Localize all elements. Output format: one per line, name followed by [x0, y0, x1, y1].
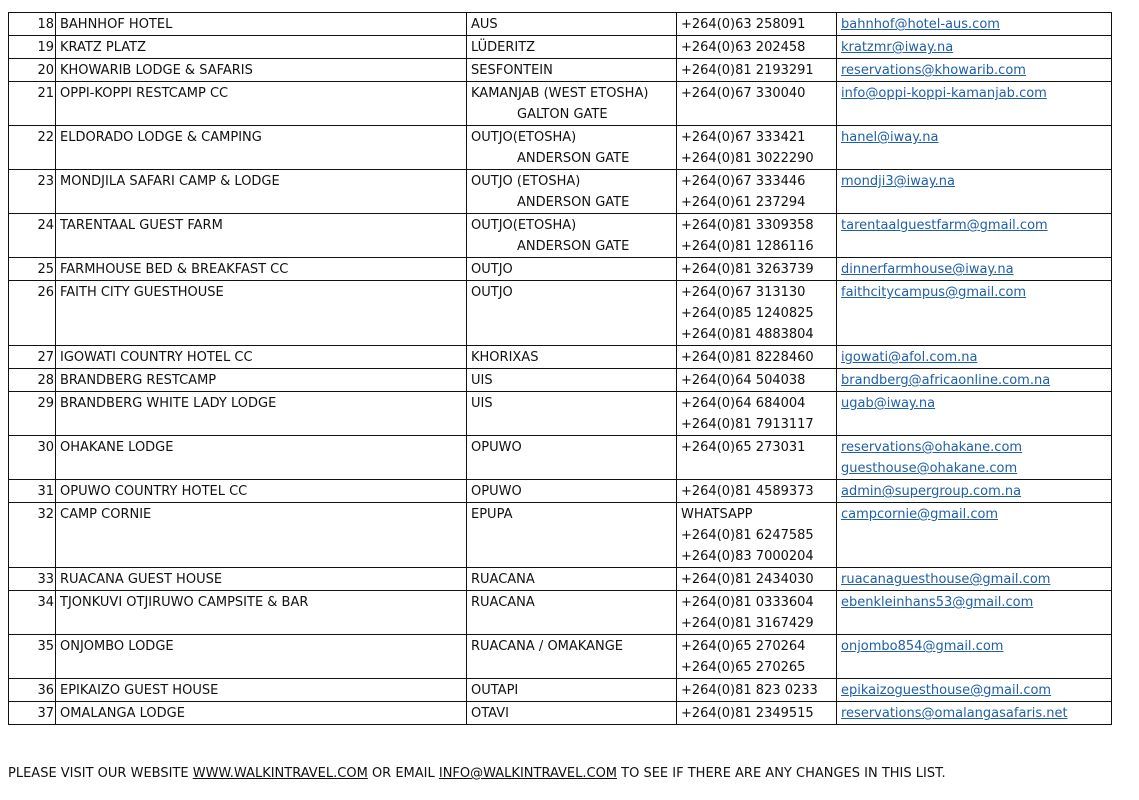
town-name: RUACANA — [471, 595, 535, 610]
email-link[interactable]: admin@supergroup.com.na — [841, 484, 1022, 499]
phone-number: +264(0)67 333421 — [681, 130, 806, 145]
email-link[interactable]: campcornie@gmail.com — [841, 507, 999, 522]
phone-cell — [677, 346, 837, 369]
email-cell — [837, 281, 1112, 346]
phone-number: +264(0)81 3263739 — [681, 262, 814, 277]
town-name: OUTJO — [471, 285, 513, 300]
table-row — [9, 702, 1112, 725]
accommodation-table — [8, 12, 1112, 725]
table-row — [9, 281, 1112, 346]
lodge-name: BAHNHOF HOTEL — [56, 13, 467, 36]
lodge-name: RUACANA GUEST HOUSE — [56, 568, 467, 591]
email-link[interactable]: epikaizoguesthouse@gmail.com — [841, 683, 1052, 698]
row-number: 36 — [9, 679, 56, 702]
phone-number: +264(0)67 333446 — [681, 174, 806, 189]
email-link[interactable]: ugab@iway.na — [841, 396, 936, 411]
town-name: UIS — [471, 396, 493, 411]
phone-cell — [677, 82, 837, 126]
footer-middle: OR EMAIL — [367, 766, 439, 781]
table-row — [9, 503, 1112, 568]
row-number: 20 — [9, 59, 56, 82]
phone-cell — [677, 13, 837, 36]
lodge-name: OMALANGA LODGE — [56, 702, 467, 725]
phone-number: +264(0)67 313130 — [681, 285, 806, 300]
row-number: 22 — [9, 126, 56, 170]
email-link[interactable]: reservations@omalangasafaris.net — [841, 706, 1068, 721]
email-link[interactable]: guesthouse@ohakane.com — [841, 461, 1018, 476]
row-number: 21 — [9, 82, 56, 126]
phone-number: +264(0)64 504038 — [681, 373, 806, 388]
phone-number: +264(0)81 6247585 — [681, 528, 814, 543]
phone-cell — [677, 568, 837, 591]
email-cell — [837, 635, 1112, 679]
table-row — [9, 568, 1112, 591]
town-name: RUACANA / OMAKANGE — [471, 639, 623, 654]
footer-note — [8, 766, 946, 781]
lodge-name: TARENTAAL GUEST FARM — [56, 214, 467, 258]
email-link[interactable]: faithcitycampus@gmail.com — [841, 285, 1027, 300]
town-cell — [467, 480, 677, 503]
email-link[interactable]: hanel@iway.na — [841, 130, 939, 145]
email-cell — [837, 392, 1112, 436]
town-cell — [467, 436, 677, 480]
email-cell — [837, 82, 1112, 126]
phone-number: +264(0)64 684004 — [681, 396, 806, 411]
email-cell — [837, 568, 1112, 591]
email-cell — [837, 36, 1112, 59]
footer-suffix: TO SEE IF THERE ARE ANY CHANGES IN THIS LIST. — [617, 766, 946, 781]
lodge-name: TJONKUVI OTJIRUWO CAMPSITE & BAR — [56, 591, 467, 635]
phone-cell — [677, 214, 837, 258]
lodge-name: CAMP CORNIE — [56, 503, 467, 568]
table-row — [9, 214, 1112, 258]
footer-prefix: PLEASE VISIT OUR WEBSITE — [8, 766, 193, 781]
row-number: 24 — [9, 214, 56, 258]
email-link[interactable]: ruacanaguesthouse@gmail.com — [841, 572, 1051, 587]
phone-number: +264(0)81 8228460 — [681, 350, 814, 365]
phone-number: +264(0)65 270265 — [681, 660, 806, 675]
town-cell — [467, 346, 677, 369]
email-cell — [837, 702, 1112, 725]
row-number: 34 — [9, 591, 56, 635]
table-row — [9, 170, 1112, 214]
email-cell — [837, 503, 1112, 568]
phone-number: +264(0)81 1286116 — [681, 239, 814, 254]
phone-number: +264(0)81 0333604 — [681, 595, 814, 610]
table-row — [9, 82, 1112, 126]
row-number: 31 — [9, 480, 56, 503]
lodge-name: ONJOMBO LODGE — [56, 635, 467, 679]
email-cell — [837, 258, 1112, 281]
town-name: OUTJO (ETOSHA) — [471, 174, 581, 189]
phone-number: +264(0)81 2193291 — [681, 63, 814, 78]
phone-cell — [677, 679, 837, 702]
town-name: KAMANJAB (WEST ETOSHA) — [471, 86, 649, 101]
lodge-name: KRATZ PLATZ — [56, 36, 467, 59]
town-cell — [467, 214, 677, 258]
table-row — [9, 392, 1112, 436]
lodge-name: FAITH CITY GUESTHOUSE — [56, 281, 467, 346]
gate-name: ANDERSON GATE — [517, 151, 630, 166]
table-row — [9, 591, 1112, 635]
table-row — [9, 13, 1112, 36]
phone-number: +264(0)83 7000204 — [681, 549, 814, 564]
lodge-name: KHOWARIB LODGE & SAFARIS — [56, 59, 467, 82]
table-row — [9, 436, 1112, 480]
row-number: 23 — [9, 170, 56, 214]
town-name: OTAVI — [471, 706, 509, 721]
town-cell — [467, 36, 677, 59]
email-link[interactable]: tarentaalguestfarm@gmail.com — [841, 218, 1048, 233]
town-name: OPUWO — [471, 440, 522, 455]
phone-cell — [677, 392, 837, 436]
email-cell — [837, 59, 1112, 82]
town-name: AUS — [471, 17, 498, 32]
town-name: LÜDERITZ — [471, 40, 536, 55]
email-cell — [837, 214, 1112, 258]
lodge-name: BRANDBERG WHITE LADY LODGE — [56, 392, 467, 436]
town-cell — [467, 702, 677, 725]
town-name: OPUWO — [471, 484, 522, 499]
phone-number: +264(0)81 7913117 — [681, 417, 814, 432]
town-name: OUTAPI — [471, 683, 519, 698]
email-link[interactable]: onjombo854@gmail.com — [841, 639, 1004, 654]
phone-number: +264(0)65 270264 — [681, 639, 806, 654]
table-row — [9, 59, 1112, 82]
email-link[interactable]: kratzmr@iway.na — [841, 40, 954, 55]
website-link[interactable]: WWW.WALKINTRAVEL.COM — [192, 766, 368, 781]
lodge-name: BRANDBERG RESTCAMP — [56, 369, 467, 392]
email-link[interactable]: reservations@khowarib.com — [841, 63, 1026, 78]
phone-cell — [677, 480, 837, 503]
table-row — [9, 635, 1112, 679]
email-cell — [837, 346, 1112, 369]
town-cell — [467, 591, 677, 635]
town-name: OUTJO(ETOSHA) — [471, 130, 577, 145]
email-link[interactable]: ebenkleinhans53@gmail.com — [841, 595, 1034, 610]
town-name: KHORIXAS — [471, 350, 539, 365]
phone-number: +264(0)63 202458 — [681, 40, 806, 55]
town-name: EPUPA — [471, 507, 513, 522]
town-cell — [467, 82, 677, 126]
email-cell — [837, 436, 1112, 480]
phone-number: +264(0)63 258091 — [681, 17, 806, 32]
lodge-name: FARMHOUSE BED & BREAKFAST CC — [56, 258, 467, 281]
table-row — [9, 126, 1112, 170]
phone-cell — [677, 281, 837, 346]
table-row — [9, 346, 1112, 369]
town-cell — [467, 369, 677, 392]
lodge-name: OPPI-KOPPI RESTCAMP CC — [56, 82, 467, 126]
email-link[interactable]: reservations@ohakane.com — [841, 440, 1023, 455]
table-row — [9, 36, 1112, 59]
town-cell — [467, 392, 677, 436]
phone-number: +264(0)65 273031 — [681, 440, 806, 455]
table-row — [9, 679, 1112, 702]
town-cell — [467, 13, 677, 36]
row-number: 28 — [9, 369, 56, 392]
table-row — [9, 480, 1112, 503]
phone-number: +264(0)81 4589373 — [681, 484, 814, 499]
lodge-name: IGOWATI COUNTRY HOTEL CC — [56, 346, 467, 369]
lodge-name: ELDORADO LODGE & CAMPING — [56, 126, 467, 170]
lodge-name: OPUWO COUNTRY HOTEL CC — [56, 480, 467, 503]
row-number: 33 — [9, 568, 56, 591]
email-cell — [837, 369, 1112, 392]
phone-number: +264(0)81 2434030 — [681, 572, 814, 587]
phone-number: +264(0)81 4883804 — [681, 327, 814, 342]
phone-cell — [677, 36, 837, 59]
row-number: 25 — [9, 258, 56, 281]
email-link[interactable]: dinnerfarmhouse@iway.na — [841, 262, 1014, 277]
footer-email-link[interactable]: INFO@WALKINTRAVEL.COM — [438, 766, 618, 781]
town-cell — [467, 503, 677, 568]
phone-cell — [677, 369, 837, 392]
town-cell — [467, 258, 677, 281]
phone-number: +264(0)81 3022290 — [681, 151, 814, 166]
email-link[interactable]: mondji3@iway.na — [841, 174, 955, 189]
email-cell — [837, 679, 1112, 702]
email-link[interactable]: igowati@afol.com.na — [841, 350, 978, 365]
gate-name: ANDERSON GATE — [517, 195, 630, 210]
phone-cell — [677, 170, 837, 214]
town-cell — [467, 59, 677, 82]
gate-name: ANDERSON GATE — [517, 239, 630, 254]
lodge-name: EPIKAIZO GUEST HOUSE — [56, 679, 467, 702]
email-cell — [837, 126, 1112, 170]
town-cell — [467, 679, 677, 702]
phone-cell — [677, 126, 837, 170]
phone-number: +264(0)61 237294 — [681, 195, 806, 210]
table-row — [9, 258, 1112, 281]
town-name: SESFONTEIN — [471, 63, 553, 78]
row-number: 18 — [9, 13, 56, 36]
town-name: UIS — [471, 373, 493, 388]
phone-cell — [677, 503, 837, 568]
email-link[interactable]: info@oppi-koppi-kamanjab.com — [841, 86, 1047, 101]
email-cell — [837, 13, 1112, 36]
phone-number: +264(0)81 2349515 — [681, 706, 814, 721]
row-number: 29 — [9, 392, 56, 436]
phone-cell — [677, 59, 837, 82]
email-cell — [837, 480, 1112, 503]
phone-cell — [677, 635, 837, 679]
town-cell — [467, 281, 677, 346]
lodge-name: OHAKANE LODGE — [56, 436, 467, 480]
lodge-name: MONDJILA SAFARI CAMP & LODGE — [56, 170, 467, 214]
town-cell — [467, 170, 677, 214]
table-body — [9, 13, 1112, 725]
row-number: 19 — [9, 36, 56, 59]
phone-cell — [677, 436, 837, 480]
town-cell — [467, 635, 677, 679]
table-row — [9, 369, 1112, 392]
town-name: RUACANA — [471, 572, 535, 587]
phone-number: WHATSAPP — [681, 507, 753, 522]
phone-number: +264(0)81 3167429 — [681, 616, 814, 631]
gate-name: GALTON GATE — [517, 107, 608, 122]
phone-cell — [677, 258, 837, 281]
phone-cell — [677, 591, 837, 635]
row-number: 26 — [9, 281, 56, 346]
row-number: 27 — [9, 346, 56, 369]
row-number: 37 — [9, 702, 56, 725]
email-cell — [837, 170, 1112, 214]
row-number: 35 — [9, 635, 56, 679]
phone-number: +264(0)81 3309358 — [681, 218, 814, 233]
email-link[interactable]: brandberg@africaonline.com.na — [841, 373, 1051, 388]
row-number: 30 — [9, 436, 56, 480]
town-name: OUTJO — [471, 262, 513, 277]
town-name: OUTJO(ETOSHA) — [471, 218, 577, 233]
email-cell — [837, 591, 1112, 635]
phone-number: +264(0)81 823 0233 — [681, 683, 818, 698]
town-cell — [467, 568, 677, 591]
email-link[interactable]: bahnhof@hotel-aus.com — [841, 17, 1000, 32]
row-number: 32 — [9, 503, 56, 568]
phone-cell — [677, 702, 837, 725]
town-cell — [467, 126, 677, 170]
phone-number: +264(0)85 1240825 — [681, 306, 814, 321]
phone-number: +264(0)67 330040 — [681, 86, 806, 101]
